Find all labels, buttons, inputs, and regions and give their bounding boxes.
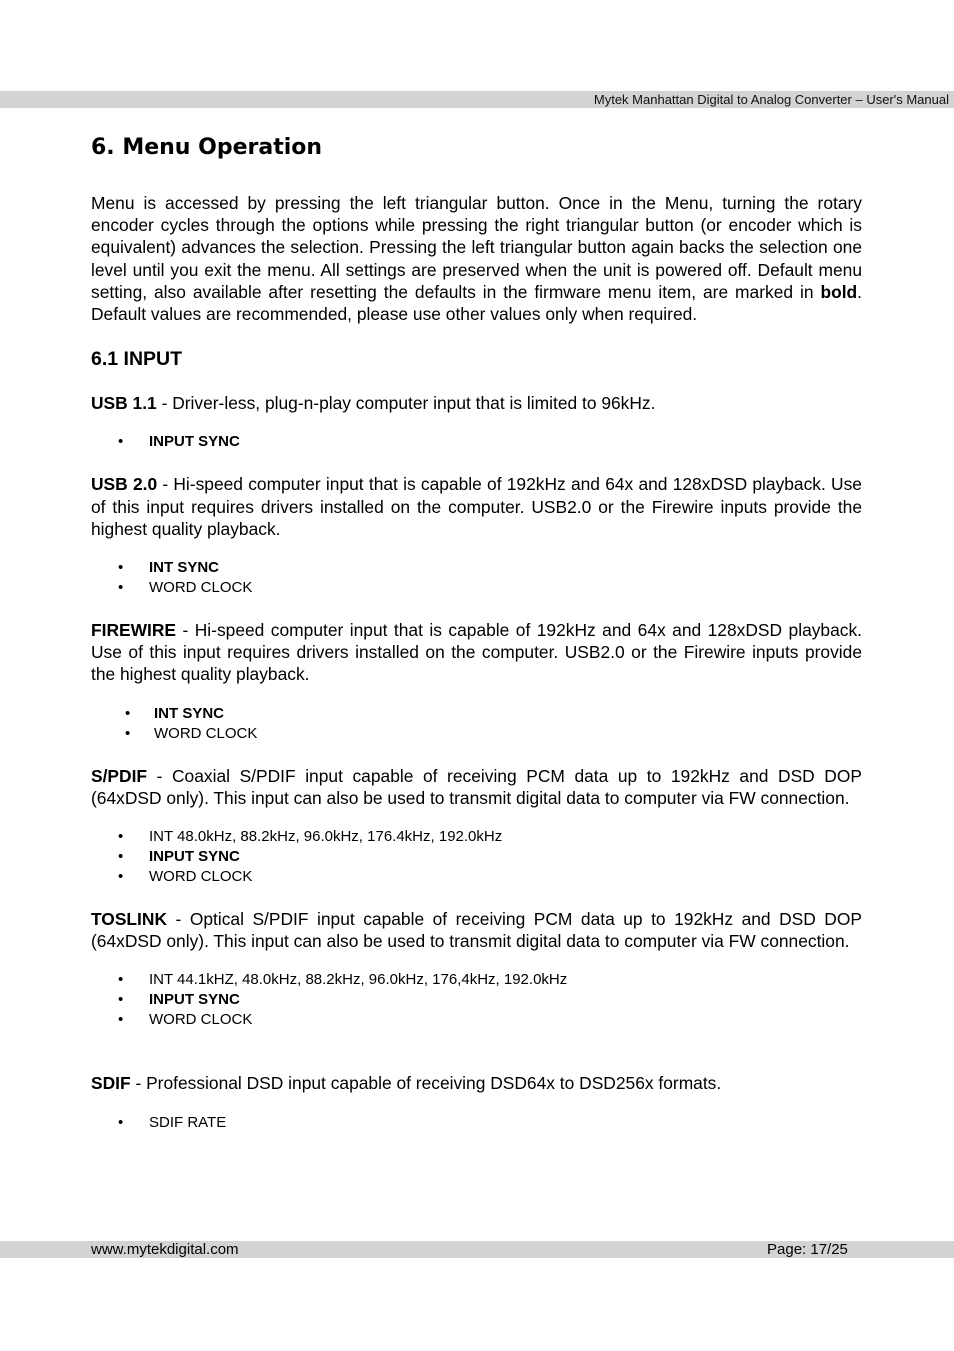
bullet-icon: • — [118, 868, 124, 886]
option-item — [91, 867, 862, 887]
option-label: WORD CLOCK — [154, 724, 258, 742]
running-header-title: Mytek Manhattan Digital to Analog Converter – User's Manual — [593, 92, 949, 107]
option-label: WORD CLOCK — [149, 868, 253, 886]
input-name: FIREWIRE — [91, 620, 177, 641]
footer-page-number: Page: 17/25 — [767, 1241, 848, 1258]
bullet-icon: • — [118, 971, 124, 989]
input-name: SDIF — [91, 1073, 131, 1094]
bullet-icon: • — [118, 433, 124, 451]
bullet-icon: • — [118, 1011, 124, 1029]
bullet-icon: • — [118, 991, 124, 1009]
option-list — [91, 558, 862, 598]
option-label: INPUT SYNC — [149, 433, 240, 451]
input-name: S/PDIF — [91, 765, 148, 786]
option-label: WORD CLOCK — [149, 1011, 253, 1029]
input-section-usb11 — [91, 392, 862, 452]
bullet-icon: • — [118, 848, 124, 866]
input-name: TOSLINK — [91, 909, 168, 930]
option-item — [91, 578, 862, 598]
input-description: TOSLINK - Optical S/PDIF input capable of receiving PCM data up to 192kHz and DSD DOP (64xDSD only). This input can also be used to transmit digital data to computer via FW connection. — [91, 909, 862, 952]
input-description: USB 2.0 - Hi-speed computer input that is capable of 192kHz and 64x and 128xDSD playback. Use of this input requires drivers installed on the computer. USB2.0 or the Firewire inputs provide the highest quality playback. — [91, 474, 862, 539]
option-item — [91, 990, 862, 1010]
input-name: USB 1.1 — [91, 393, 157, 414]
option-label: INT 44.1kHZ, 48.0kHz, 88.2kHz, 96.0kHz, 176,4kHz, 192.0kHz — [149, 971, 568, 989]
input-section-sdif — [91, 1072, 862, 1132]
option-item — [91, 847, 862, 867]
input-description: SDIF - Professional DSD input capable of receiving DSD64x to DSD256x formats. — [91, 1073, 722, 1094]
section-title: 6. Menu Operation — [91, 135, 323, 160]
bullet-icon: • — [118, 1113, 124, 1131]
footer-band — [0, 1241, 954, 1258]
footer-website: www.mytekdigital.com — [91, 1241, 239, 1258]
running-header-band — [0, 91, 954, 108]
option-label: INT SYNC — [149, 559, 220, 577]
option-list — [91, 704, 862, 744]
option-label: INPUT SYNC — [149, 991, 240, 1009]
input-section-toslink — [91, 908, 862, 1030]
input-name: USB 2.0 — [91, 474, 158, 495]
input-section-spdif — [91, 765, 862, 887]
input-section-usb20 — [91, 473, 862, 598]
option-label: WORD CLOCK — [149, 579, 253, 597]
bullet-icon: • — [125, 704, 131, 722]
option-item — [91, 827, 862, 847]
intro-text-start: Menu is accessed by pressing the left triangular button. Once in the Menu, turning the rotary encoder cycles through the options while pressing the right triangular button (or encoder which is equivalent) advances the selection. Pressing the left triangular button again backs the selection one level until you exit the menu. All settings are preserved when the unit is powered off. Default menu setting, also available after resetting the defaults in the firmware menu item, are marked in — [91, 193, 862, 302]
page-content — [91, 130, 862, 1133]
bullet-icon: • — [118, 579, 124, 597]
option-item — [91, 558, 862, 578]
option-item — [91, 1010, 862, 1030]
option-item — [91, 1113, 862, 1133]
option-item — [91, 432, 862, 452]
option-list — [91, 432, 862, 452]
input-description: FIREWIRE - Hi-speed computer input that is capable of 192kHz and 64x and 128xDSD playback. Use of this input requires drivers installed on the computer. USB2.0 or the Firewire inputs provide the highest quality playback. — [91, 620, 862, 685]
input-description: USB 1.1 - Driver-less, plug-n-play computer input that is limited to 96kHz. — [91, 393, 656, 414]
input-description: S/PDIF - Coaxial S/PDIF input capable of receiving PCM data up to 192kHz and DSD DOP (64xDSD only). This input can also be used to transmit digital data to computer via FW connection. — [91, 765, 862, 808]
option-list — [91, 827, 862, 887]
bullet-icon: • — [118, 828, 124, 846]
option-label: INPUT SYNC — [149, 848, 240, 866]
bullet-icon: • — [118, 559, 124, 577]
bullet-icon: • — [125, 724, 131, 742]
option-item — [91, 970, 862, 990]
option-list — [91, 970, 862, 1030]
intro-bold-word: bold — [820, 281, 858, 302]
input-section-firewire — [91, 619, 862, 744]
option-list — [91, 1113, 862, 1133]
option-item — [91, 724, 862, 744]
intro-text-end: . Default values are recommended, please use other values only when required. — [91, 281, 862, 325]
subsection-title: 6.1 INPUT — [91, 348, 183, 371]
intro-paragraph — [91, 192, 862, 325]
option-item — [91, 704, 862, 724]
option-label: SDIF RATE — [149, 1113, 227, 1131]
option-label: INT SYNC — [154, 704, 225, 722]
option-label: INT 48.0kHz, 88.2kHz, 96.0kHz, 176.4kHz, 192.0kHz — [149, 828, 503, 846]
